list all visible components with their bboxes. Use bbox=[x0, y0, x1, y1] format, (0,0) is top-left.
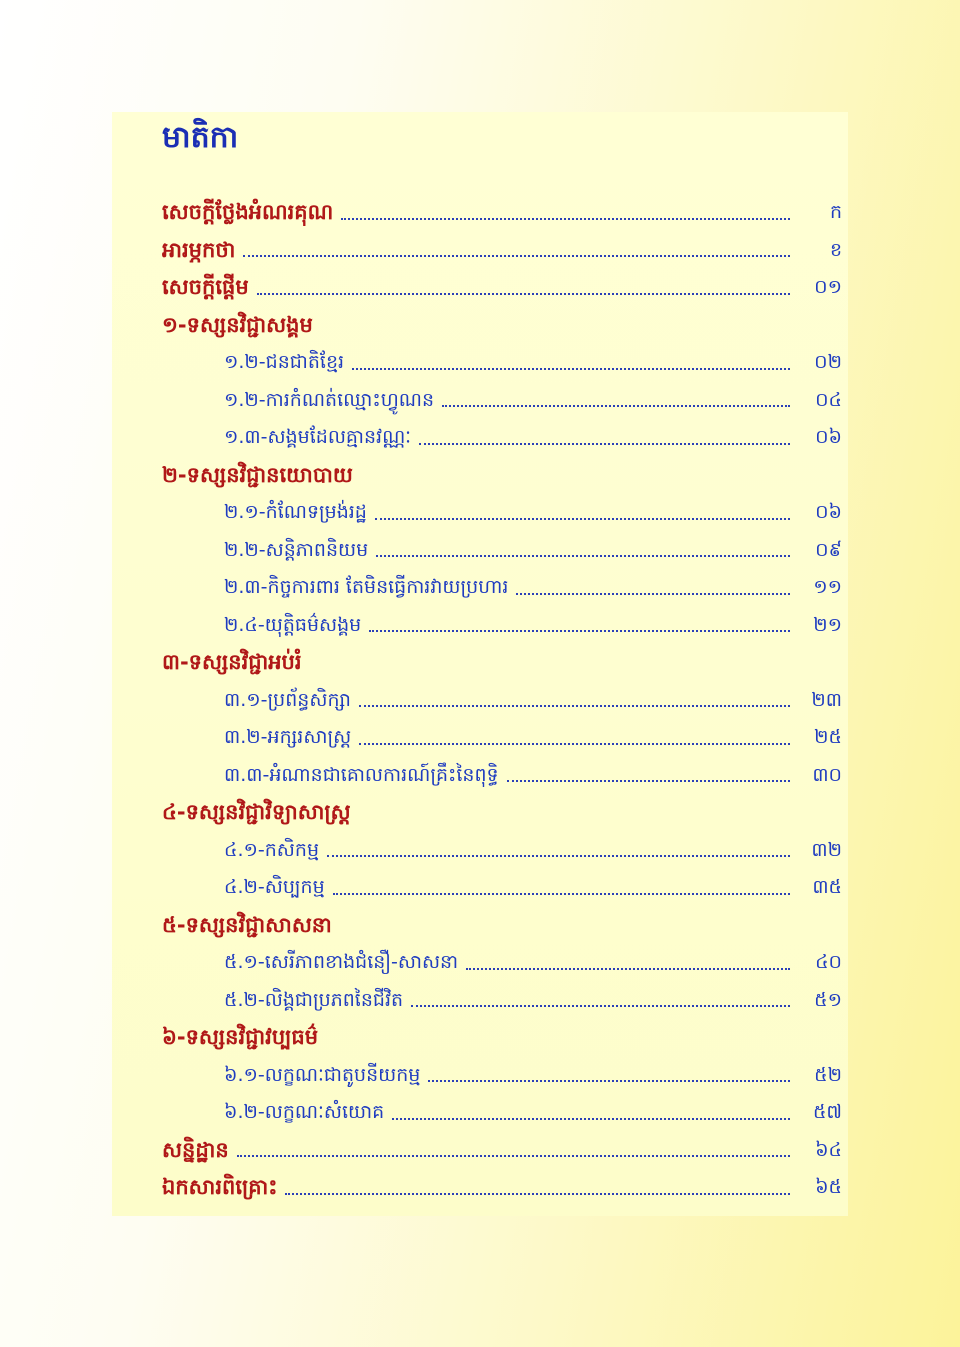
dot-leader bbox=[237, 1155, 790, 1157]
toc-page-number: ២១ bbox=[813, 613, 842, 636]
toc-sub-entry bbox=[162, 532, 842, 570]
toc-section-heading bbox=[162, 307, 842, 345]
toc-sub-entry bbox=[162, 494, 842, 532]
toc-sub-entry bbox=[162, 1094, 842, 1132]
toc-page-number: ៥៧ bbox=[812, 1101, 842, 1124]
toc-page-number: ០៦ bbox=[815, 426, 842, 449]
toc-panel bbox=[112, 112, 848, 1216]
dot-leader bbox=[411, 1005, 790, 1007]
dot-leader bbox=[359, 743, 790, 745]
toc-entry-label: ៥.២-លិង្គជាប្រភពនៃជីវិត bbox=[224, 988, 404, 1011]
toc-page-number: ខ bbox=[829, 238, 842, 261]
toc-entry-label: ៤.១-កសិកម្ម bbox=[224, 838, 319, 861]
toc-entry bbox=[162, 1132, 842, 1170]
toc-entry-label: ៤.២-សិប្បកម្ម bbox=[224, 876, 325, 899]
toc-entry-label: ៦.២-លក្ខណៈសំយោគ bbox=[224, 1101, 385, 1124]
toc-sub-entry bbox=[162, 757, 842, 795]
dot-leader bbox=[507, 780, 790, 782]
toc-entry-label: ២.៣-កិច្ចការពារ តែមិនធ្វើការវាយប្រហារ bbox=[224, 576, 509, 599]
toc-page-number: ១១ bbox=[813, 576, 842, 599]
toc-entry bbox=[162, 232, 842, 270]
toc-entry bbox=[162, 1169, 842, 1207]
toc-entry-label: ១-ទស្សនវិជ្ជាសង្គម bbox=[162, 312, 313, 337]
toc-entry-label: សន្និដ្ឋាន bbox=[162, 1137, 229, 1162]
toc-page-number: ៣២ bbox=[811, 838, 842, 861]
toc-entry-label: ៥.១-សេរីភាពខាងជំនឿ-សាសនា bbox=[224, 951, 459, 974]
toc-section-heading bbox=[162, 1019, 842, 1057]
toc-entry-label: ឯកសារពិគ្រោះ bbox=[162, 1175, 278, 1200]
toc-sub-entry bbox=[162, 832, 842, 870]
dot-leader bbox=[466, 968, 790, 970]
dot-leader bbox=[392, 1118, 790, 1120]
dot-leader bbox=[375, 518, 790, 520]
toc-page-number: ៤០ bbox=[815, 951, 842, 974]
toc-page-number: ៦៤ bbox=[815, 1138, 842, 1161]
dot-leader bbox=[341, 218, 790, 220]
toc-section-heading bbox=[162, 457, 842, 495]
toc-entry-label: អារម្ភកថា bbox=[162, 237, 236, 262]
toc-entry-label: ២.៤-យុត្តិធម៌សង្គម bbox=[224, 613, 362, 636]
toc-entry-label: ១.២-ការកំណត់ឈ្មោះហ្វូណន bbox=[224, 388, 435, 411]
toc-sub-entry bbox=[162, 419, 842, 457]
toc-page-number: ៥១ bbox=[814, 988, 842, 1011]
dot-leader bbox=[257, 293, 790, 295]
dot-leader bbox=[376, 555, 790, 557]
toc-page-number: ២៣ bbox=[811, 688, 842, 711]
dot-leader bbox=[442, 405, 790, 407]
toc-entry-label: ៥-ទស្សនវិជ្ជាសាសនា bbox=[162, 912, 332, 937]
toc-page-number: ៥២ bbox=[814, 1063, 842, 1086]
toc-sub-entry bbox=[162, 1057, 842, 1095]
toc-sub-entry bbox=[162, 682, 842, 720]
toc-entry-label: សេចក្តីថ្លែងអំណរគុណ bbox=[162, 200, 334, 225]
toc-entry-label: សេចក្តីផ្តើម bbox=[162, 275, 249, 300]
toc-sub-entry bbox=[162, 944, 842, 982]
toc-section-heading bbox=[162, 907, 842, 945]
toc-page-number: ក bbox=[829, 201, 842, 224]
toc-sub-entry bbox=[162, 569, 842, 607]
toc-entry-label: ៤-ទស្សនវិជ្ជាវិទ្យាសាស្ត្រ bbox=[162, 800, 351, 825]
toc-entry-label: ៦-ទស្សនវិជ្ជាវប្បធម៌ bbox=[162, 1025, 319, 1050]
toc-page-number: ០១ bbox=[814, 276, 842, 299]
toc-page-number: ០៦ bbox=[815, 501, 842, 524]
toc-entry-label: ៣-ទស្សនវិជ្ជាអប់រំ bbox=[162, 650, 302, 675]
table-of-contents bbox=[162, 194, 842, 1207]
toc-sub-entry bbox=[162, 869, 842, 907]
dot-leader bbox=[243, 255, 790, 257]
dot-leader bbox=[333, 893, 790, 895]
toc-entry-label: ៦.១-លក្ខណៈជាតូបនីយកម្ម bbox=[224, 1063, 421, 1086]
toc-sub-entry bbox=[162, 382, 842, 420]
toc-entry bbox=[162, 194, 842, 232]
toc-sub-entry bbox=[162, 982, 842, 1020]
toc-sub-entry bbox=[162, 607, 842, 645]
toc-entry-label: ៣.២-អក្សរសាស្ត្រ bbox=[224, 726, 352, 749]
toc-entry-label: ៣.១-ប្រព័ន្ធសិក្សា bbox=[224, 688, 351, 711]
toc-page-number: ៣៥ bbox=[812, 876, 842, 899]
toc-page-number: ០២ bbox=[814, 351, 842, 374]
toc-sub-entry bbox=[162, 344, 842, 382]
page-title: មាតិកា bbox=[162, 120, 239, 155]
dot-leader bbox=[369, 630, 790, 632]
toc-page-number: ០៩ bbox=[815, 538, 842, 561]
toc-sub-entry bbox=[162, 719, 842, 757]
toc-entry-label: ២-ទស្សនវិជ្ជានយោបាយ bbox=[162, 462, 353, 487]
toc-entry-label: ១.២-ជនជាតិខ្មែរ bbox=[224, 351, 345, 374]
toc-section-heading bbox=[162, 644, 842, 682]
toc-entry bbox=[162, 269, 842, 307]
toc-page-number: ៦៥ bbox=[815, 1176, 842, 1199]
dot-leader bbox=[327, 855, 790, 857]
dot-leader bbox=[352, 368, 790, 370]
toc-entry-label: ២.១-កំណែទម្រង់រដ្ឋ bbox=[224, 501, 367, 524]
dot-leader bbox=[285, 1193, 790, 1195]
toc-entry-label: ១.៣-សង្គមដែលគ្មានវណ្ណៈ bbox=[224, 426, 412, 449]
toc-page-number: ០៤ bbox=[815, 388, 842, 411]
dot-leader bbox=[359, 705, 790, 707]
toc-entry-label: ២.២-សន្តិភាពនិយម bbox=[224, 538, 369, 561]
toc-page-number: ២៥ bbox=[814, 726, 842, 749]
dot-leader bbox=[428, 1080, 790, 1082]
toc-entry-label: ៣.៣-អំណានជាគោលការណ៍គ្រឹះនៃពុទ្ធិ bbox=[224, 763, 499, 786]
toc-section-heading bbox=[162, 794, 842, 832]
dot-leader bbox=[419, 443, 790, 445]
toc-page-number: ៣០ bbox=[812, 763, 842, 786]
dot-leader bbox=[516, 593, 790, 595]
